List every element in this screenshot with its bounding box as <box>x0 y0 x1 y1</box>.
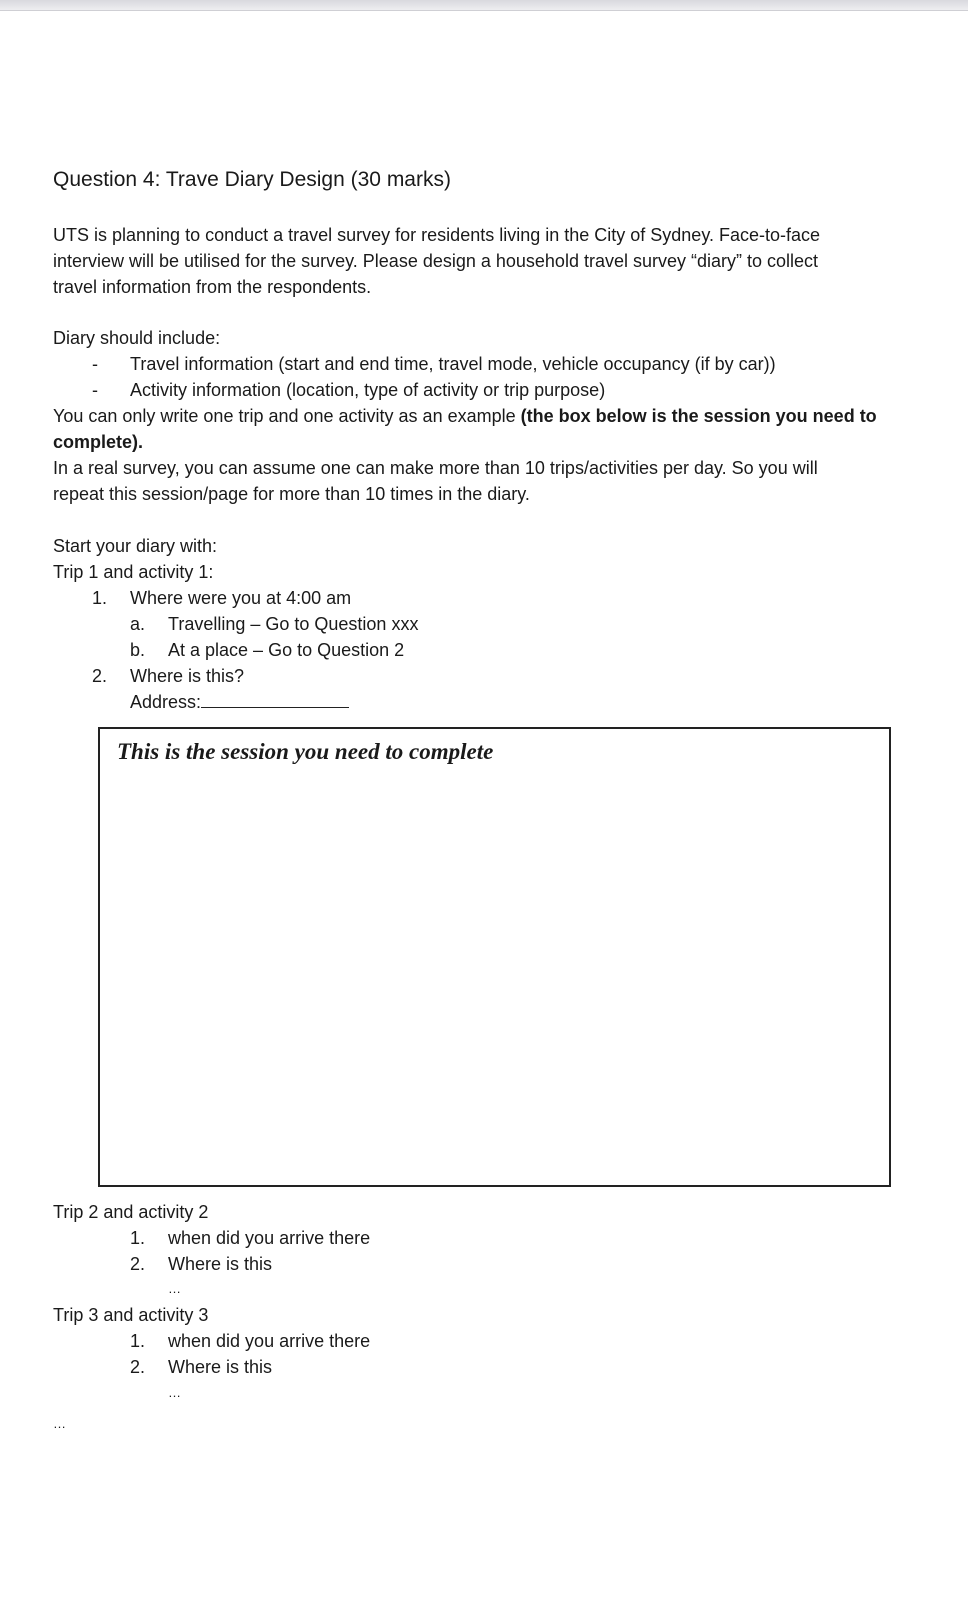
intro-line-1: UTS is planning to conduct a travel survey for residents living in the City of Sydney. Face-to-face <box>53 225 821 245</box>
intro-line-2: interview will be utilised for the survey. Please design a household travel survey “diary” to collect <box>53 251 819 271</box>
trip2-item-number: 2. <box>130 1254 146 1274</box>
bullet-marker: - <box>92 354 98 374</box>
instruction-line <box>53 403 877 429</box>
start-heading: Start your diary with: <box>53 536 218 556</box>
bullet-marker: - <box>92 380 98 400</box>
intro-line-3: travel information from the respondents. <box>53 277 372 297</box>
diary-include-heading: Diary should include: <box>53 328 221 348</box>
trip3-ellipsis: … <box>168 1385 181 1400</box>
instruction-emphasis-end <box>53 429 143 455</box>
session-box-title: This is the session you need to complete <box>117 739 494 764</box>
trip3-item-text: Where is this <box>168 1357 273 1377</box>
q1-text: Where were you at 4:00 am <box>130 588 352 608</box>
trip2-ellipsis: … <box>168 1281 181 1296</box>
q2-text: Where is this? <box>130 666 245 686</box>
q1b-marker: b. <box>130 640 146 660</box>
q1-number: 1. <box>92 588 108 608</box>
trip3-item-text: when did you arrive there <box>168 1331 371 1351</box>
q1a-marker: a. <box>130 614 146 634</box>
trip2-item-number: 1. <box>130 1228 146 1248</box>
address-line <box>130 689 349 715</box>
window-top-bar <box>0 0 968 11</box>
instruction-emphasis: (the box below is the session you need to <box>520 406 877 426</box>
final-ellipsis: … <box>53 1416 66 1431</box>
trip3-item-number: 2. <box>130 1357 146 1377</box>
trip2-heading: Trip 2 and activity 2 <box>53 1202 209 1222</box>
q1b-text: At a place – Go to Question 2 <box>168 640 405 660</box>
address-blank <box>201 689 349 708</box>
trip3-heading: Trip 3 and activity 3 <box>53 1305 209 1325</box>
address-label: Address: <box>130 692 202 712</box>
bullet-travel-info: Travel information (start and end time, travel mode, vehicle occupancy (if by car)) <box>130 354 776 374</box>
real-survey-line-1: In a real survey, you can assume one can make more than 10 trips/activities per day. So you will <box>53 458 818 478</box>
trip1-heading: Trip 1 and activity 1: <box>53 562 214 582</box>
real-survey-line-2: repeat this session/page for more than 10 times in the diary. <box>53 484 530 504</box>
question-title: Question 4: Trave Diary Design (30 marks) <box>53 168 451 191</box>
instruction-text: You can only write one trip and one activity as an example <box>53 406 521 426</box>
q1a-text: Travelling – Go to Question xxx <box>168 614 419 634</box>
bullet-activity-info: Activity information (location, type of activity or trip purpose) <box>130 380 606 400</box>
trip2-item-text: Where is this <box>168 1254 273 1274</box>
session-box <box>98 727 891 1187</box>
instruction-emphasis-text: complete). <box>53 432 144 452</box>
trip3-item-number: 1. <box>130 1331 146 1351</box>
trip2-item-text: when did you arrive there <box>168 1228 371 1248</box>
q2-number: 2. <box>92 666 108 686</box>
